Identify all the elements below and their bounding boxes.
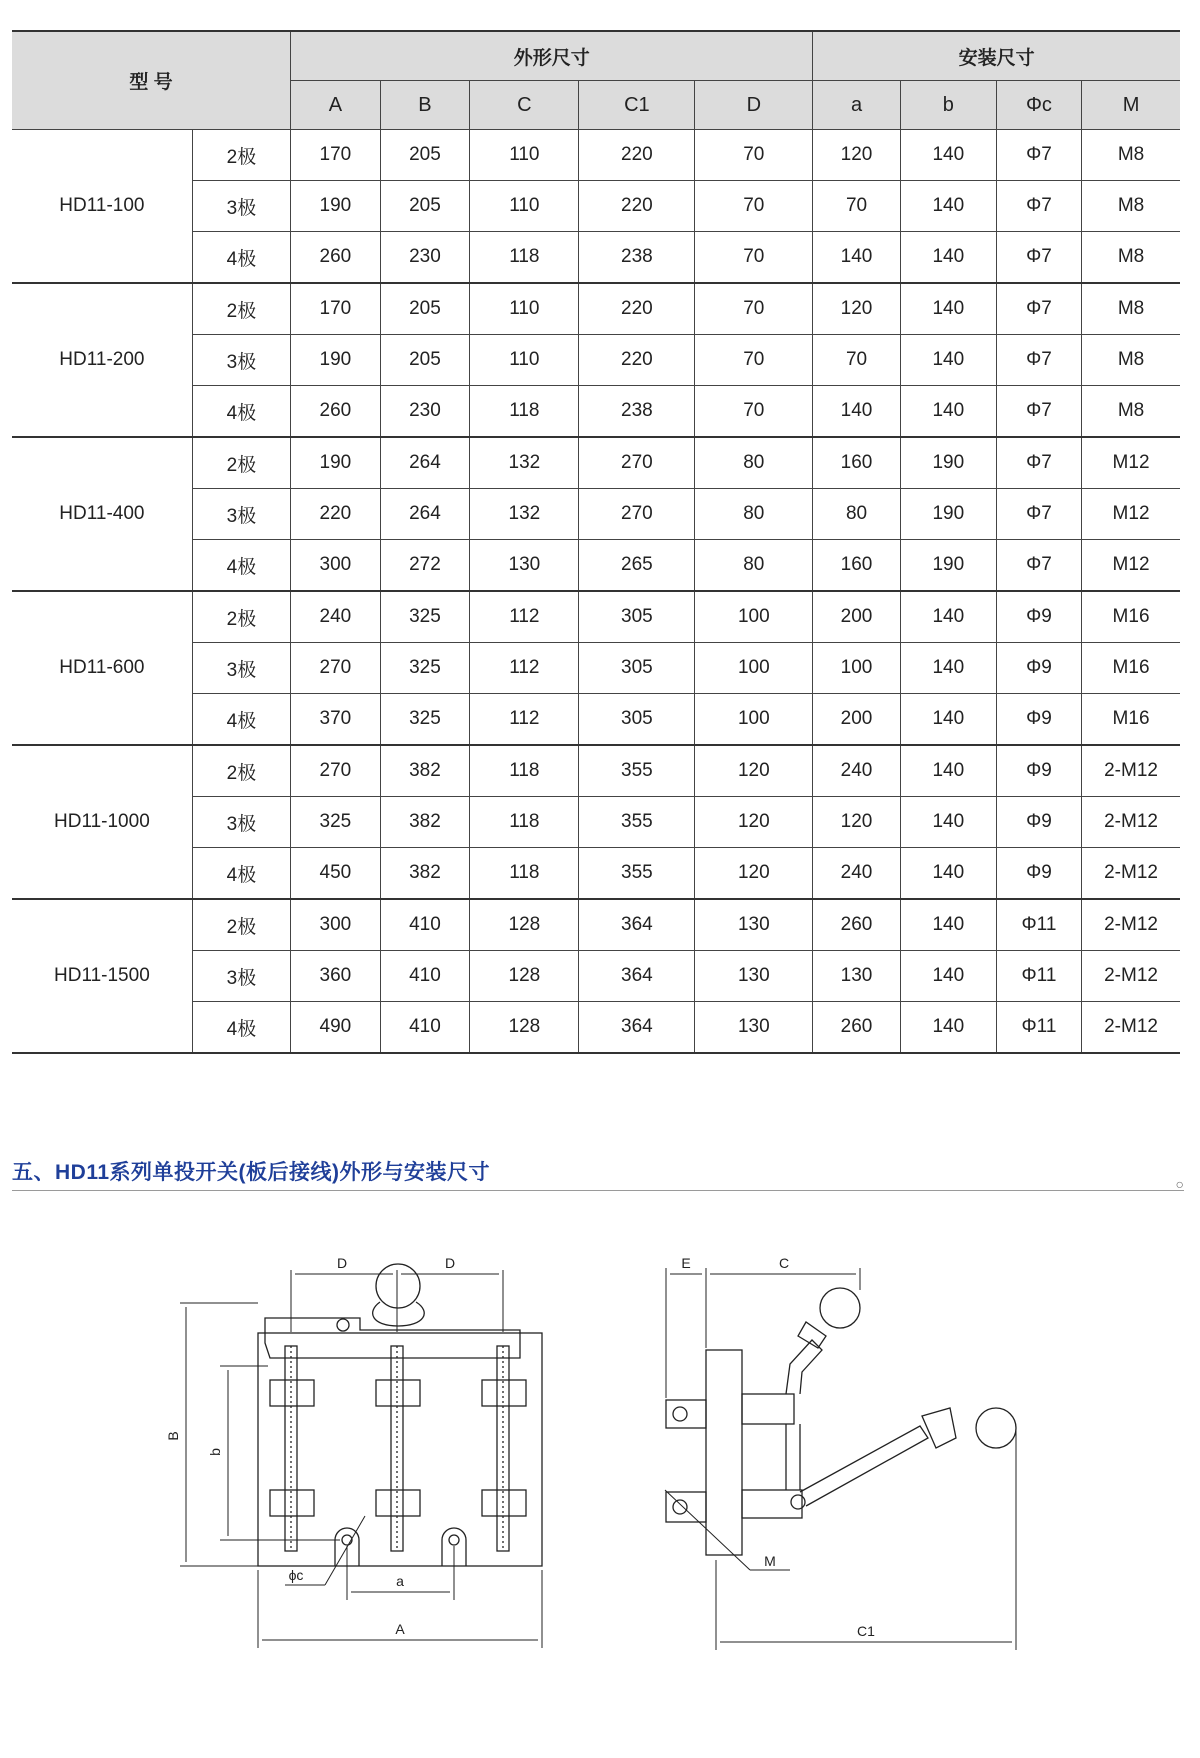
column-header: C1 (579, 81, 695, 130)
value-cell: 140 (900, 335, 996, 386)
value-cell: 110 (470, 335, 579, 386)
value-cell: 140 (900, 694, 996, 746)
circle-mark-icon: ○ (1175, 1176, 1184, 1192)
value-cell: 230 (380, 232, 470, 284)
value-cell: Φ11 (996, 899, 1081, 951)
value-cell: M16 (1082, 694, 1180, 746)
handle-collar-raised (798, 1322, 826, 1348)
value-cell: 70 (695, 232, 813, 284)
value-cell: 118 (470, 797, 579, 848)
pole-cell: 4极 (192, 848, 290, 900)
pole-cell: 4极 (192, 232, 290, 284)
table-row (12, 283, 1180, 335)
pivot-pin (337, 1319, 349, 1331)
value-cell: 364 (579, 1002, 695, 1054)
dimension-table (12, 30, 1180, 1054)
upper-contact (742, 1394, 794, 1424)
value-cell: 260 (291, 232, 381, 284)
value-cell: 238 (579, 386, 695, 438)
value-cell: 355 (579, 797, 695, 848)
pole-cell: 2极 (192, 283, 290, 335)
value-cell: Φ7 (996, 386, 1081, 438)
value-cell: Φ7 (996, 335, 1081, 386)
value-cell: 490 (291, 1002, 381, 1054)
value-cell: 240 (813, 745, 900, 797)
value-cell: 265 (579, 540, 695, 592)
value-cell: 112 (470, 694, 579, 746)
value-cell: 118 (470, 745, 579, 797)
pole-2 (376, 1346, 420, 1551)
value-cell: 80 (695, 540, 813, 592)
dim-label-C: C (778, 1255, 790, 1271)
value-cell: 70 (695, 335, 813, 386)
value-cell: M8 (1082, 335, 1180, 386)
handle-knob (376, 1264, 420, 1308)
column-header: M (1082, 81, 1180, 130)
value-cell: 70 (813, 181, 900, 232)
dim-label-B: B (165, 1431, 181, 1441)
value-cell: 410 (380, 1002, 470, 1054)
column-header: Φc (996, 81, 1081, 130)
value-cell: 205 (380, 181, 470, 232)
value-cell: 2-M12 (1082, 797, 1180, 848)
value-cell: 264 (380, 489, 470, 540)
value-cell: M8 (1082, 130, 1180, 181)
pole-cell: 2极 (192, 745, 290, 797)
value-cell: 364 (579, 951, 695, 1002)
value-cell: 220 (579, 130, 695, 181)
value-cell: 2-M12 (1082, 745, 1180, 797)
pole-cell: 2极 (192, 899, 290, 951)
value-cell: 70 (695, 386, 813, 438)
value-cell: 128 (470, 951, 579, 1002)
value-cell: 70 (695, 283, 813, 335)
value-cell: 260 (291, 386, 381, 438)
model-name-cell: HD11-1000 (12, 745, 192, 899)
value-cell: M8 (1082, 181, 1180, 232)
top-bar (265, 1318, 520, 1358)
value-cell: 270 (579, 437, 695, 489)
value-cell: 270 (291, 745, 381, 797)
base-plate (258, 1333, 542, 1566)
value-cell: 410 (380, 951, 470, 1002)
value-cell: 140 (900, 130, 996, 181)
pole-cell: 2极 (192, 437, 290, 489)
value-cell: Φ9 (996, 643, 1081, 694)
pole-cell: 3极 (192, 643, 290, 694)
value-cell: 305 (579, 643, 695, 694)
pole-cell: 2极 (192, 591, 290, 643)
value-cell: 140 (900, 848, 996, 900)
column-header: C (470, 81, 579, 130)
value-cell: Φ9 (996, 694, 1081, 746)
pole-cell: 4极 (192, 1002, 290, 1054)
pole-cell: 4极 (192, 694, 290, 746)
dim-label-M: M (764, 1553, 776, 1569)
upper-terminal-hole (673, 1407, 687, 1421)
handle-ball-raised (820, 1288, 860, 1328)
value-cell: 240 (291, 591, 381, 643)
value-cell: Φ7 (996, 283, 1081, 335)
value-cell: 80 (695, 489, 813, 540)
upper-terminal (666, 1400, 706, 1428)
value-cell: 70 (695, 181, 813, 232)
pole-cell: 3极 (192, 489, 290, 540)
front-view-drawing (180, 1264, 542, 1648)
section-title: 五、HD11系列单投开关(板后接线)外形与安装尺寸 (12, 1161, 491, 1184)
value-cell: 240 (813, 848, 900, 900)
value-cell: 132 (470, 437, 579, 489)
value-cell: 132 (470, 489, 579, 540)
value-cell: 160 (813, 437, 900, 489)
value-cell: M8 (1082, 386, 1180, 438)
value-cell: 140 (900, 745, 996, 797)
value-cell: 140 (900, 899, 996, 951)
value-cell: 100 (695, 643, 813, 694)
side-view-drawing (665, 1268, 1016, 1650)
value-cell: 272 (380, 540, 470, 592)
value-cell: 300 (291, 540, 381, 592)
value-cell: 80 (813, 489, 900, 540)
value-cell: 305 (579, 694, 695, 746)
value-cell: 70 (813, 335, 900, 386)
value-cell: Φ7 (996, 232, 1081, 284)
value-cell: 120 (813, 130, 900, 181)
value-cell: 2-M12 (1082, 951, 1180, 1002)
column-header: a (813, 81, 900, 130)
value-cell: M12 (1082, 489, 1180, 540)
value-cell: 270 (579, 489, 695, 540)
pole-cell: 3极 (192, 181, 290, 232)
value-cell: 220 (579, 335, 695, 386)
handle-collar-lowered (922, 1408, 956, 1448)
table-row (12, 437, 1180, 489)
value-cell: 170 (291, 130, 381, 181)
dim-label-A: A (395, 1621, 405, 1637)
value-cell: 120 (813, 797, 900, 848)
value-cell: 325 (291, 797, 381, 848)
value-cell: 382 (380, 745, 470, 797)
table-row (12, 899, 1180, 951)
value-cell: 140 (900, 643, 996, 694)
value-cell: 130 (470, 540, 579, 592)
value-cell: 140 (900, 797, 996, 848)
dim-label-C1: C1 (857, 1623, 875, 1639)
value-cell: Φ9 (996, 591, 1081, 643)
table-row (12, 745, 1180, 797)
value-cell: 128 (470, 899, 579, 951)
value-cell: 140 (900, 232, 996, 284)
value-cell: 80 (695, 437, 813, 489)
value-cell: M12 (1082, 437, 1180, 489)
value-cell: 325 (380, 591, 470, 643)
value-cell: 130 (695, 1002, 813, 1054)
value-cell: M8 (1082, 283, 1180, 335)
value-cell: 382 (380, 797, 470, 848)
pole-cell: 4极 (192, 386, 290, 438)
value-cell: 140 (900, 181, 996, 232)
dim-label-a: a (396, 1573, 404, 1589)
value-cell: 205 (380, 130, 470, 181)
value-cell: Φ7 (996, 540, 1081, 592)
mounting-plate (706, 1350, 742, 1555)
value-cell: 140 (900, 591, 996, 643)
value-cell: 200 (813, 694, 900, 746)
value-cell: 230 (380, 386, 470, 438)
value-cell: 110 (470, 130, 579, 181)
mount-hole-right (449, 1535, 459, 1545)
pole-cell: 4极 (192, 540, 290, 592)
value-cell: Φ11 (996, 951, 1081, 1002)
value-cell: 270 (291, 643, 381, 694)
value-cell: 190 (291, 335, 381, 386)
value-cell: 120 (695, 848, 813, 900)
table-header (12, 31, 1180, 130)
handle-stem-lowered (800, 1426, 928, 1506)
dim-label-E: E (681, 1255, 691, 1271)
value-cell: 220 (291, 489, 381, 540)
column-header: D (695, 81, 813, 130)
column-header: b (900, 81, 996, 130)
table-row (12, 591, 1180, 643)
value-cell: Φ7 (996, 489, 1081, 540)
table-row (12, 130, 1180, 181)
dim-label-phic: ϕc (288, 1567, 304, 1583)
value-cell: 120 (813, 283, 900, 335)
column-header: A (291, 81, 381, 130)
table-body (12, 130, 1180, 1054)
value-cell: 110 (470, 283, 579, 335)
value-cell: 100 (695, 591, 813, 643)
value-cell: 130 (813, 951, 900, 1002)
value-cell: 190 (291, 181, 381, 232)
value-cell: Φ9 (996, 848, 1081, 900)
value-cell: 140 (813, 386, 900, 438)
value-cell: 355 (579, 848, 695, 900)
value-cell: 70 (695, 130, 813, 181)
value-cell: 190 (291, 437, 381, 489)
value-cell: 260 (813, 899, 900, 951)
value-cell: 112 (470, 643, 579, 694)
model-name-cell: HD11-600 (12, 591, 192, 745)
pole-3 (482, 1346, 526, 1551)
value-cell: 220 (579, 283, 695, 335)
value-cell: 300 (291, 899, 381, 951)
value-cell: M16 (1082, 591, 1180, 643)
value-cell: Φ9 (996, 745, 1081, 797)
value-cell: 360 (291, 951, 381, 1002)
value-cell: 160 (813, 540, 900, 592)
value-cell: M16 (1082, 643, 1180, 694)
value-cell: 120 (695, 797, 813, 848)
install-dims-header: 安装尺寸 (813, 31, 1180, 81)
model-name-cell: HD11-200 (12, 283, 192, 437)
value-cell: 100 (813, 643, 900, 694)
value-cell: 410 (380, 899, 470, 951)
model-header: 型 号 (12, 31, 291, 130)
value-cell: Φ9 (996, 797, 1081, 848)
value-cell: 260 (813, 1002, 900, 1054)
value-cell: M12 (1082, 540, 1180, 592)
model-name-cell: HD11-100 (12, 130, 192, 284)
mount-hole-left (342, 1535, 352, 1545)
value-cell: 140 (900, 283, 996, 335)
value-cell: 200 (813, 591, 900, 643)
value-cell: 370 (291, 694, 381, 746)
pole-cell: 2极 (192, 130, 290, 181)
value-cell: Φ7 (996, 437, 1081, 489)
value-cell: 2-M12 (1082, 1002, 1180, 1054)
lower-terminal-hole (673, 1500, 687, 1514)
value-cell: 140 (813, 232, 900, 284)
value-cell: 100 (695, 694, 813, 746)
value-cell: 118 (470, 232, 579, 284)
lower-contact (742, 1490, 802, 1518)
value-cell: 220 (579, 181, 695, 232)
value-cell: 325 (380, 643, 470, 694)
value-cell: 140 (900, 386, 996, 438)
value-cell: 120 (695, 745, 813, 797)
dim-label-d-left: D (336, 1255, 348, 1271)
pole-cell: 3极 (192, 797, 290, 848)
value-cell: 364 (579, 899, 695, 951)
value-cell: 238 (579, 232, 695, 284)
dim-label-d-right: D (444, 1255, 456, 1271)
value-cell: 325 (380, 694, 470, 746)
value-cell: 118 (470, 848, 579, 900)
value-cell: 190 (900, 540, 996, 592)
value-cell: 382 (380, 848, 470, 900)
front-dimensions (180, 1270, 542, 1648)
outer-dims-header: 外形尺寸 (291, 31, 813, 81)
pole-1 (270, 1346, 314, 1551)
value-cell: 112 (470, 591, 579, 643)
column-header: B (380, 81, 470, 130)
value-cell: Φ7 (996, 181, 1081, 232)
pole-cell: 3极 (192, 951, 290, 1002)
value-cell: 190 (900, 437, 996, 489)
dim-label-b: b (207, 1448, 223, 1456)
section-heading (12, 1150, 1184, 1191)
value-cell: 130 (695, 899, 813, 951)
value-cell: Φ7 (996, 130, 1081, 181)
value-cell: 2-M12 (1082, 848, 1180, 900)
value-cell: 305 (579, 591, 695, 643)
pole-cell: 3极 (192, 335, 290, 386)
value-cell: 355 (579, 745, 695, 797)
value-cell: M8 (1082, 232, 1180, 284)
value-cell: 140 (900, 951, 996, 1002)
value-cell: 128 (470, 1002, 579, 1054)
model-name-cell: HD11-1500 (12, 899, 192, 1053)
handle-stem-raised (786, 1340, 822, 1394)
value-cell: 170 (291, 283, 381, 335)
value-cell: 205 (380, 283, 470, 335)
value-cell: 190 (900, 489, 996, 540)
blade-pivot (791, 1495, 805, 1509)
value-cell: Φ11 (996, 1002, 1081, 1054)
value-cell: 118 (470, 386, 579, 438)
value-cell: 264 (380, 437, 470, 489)
value-cell: 450 (291, 848, 381, 900)
handle-ball-lowered (976, 1408, 1016, 1448)
value-cell: 205 (380, 335, 470, 386)
technical-drawings (0, 1240, 1200, 1740)
handle-neck (373, 1302, 425, 1326)
value-cell: 140 (900, 1002, 996, 1054)
value-cell: 2-M12 (1082, 899, 1180, 951)
side-dimensions (665, 1268, 1016, 1650)
value-cell: 110 (470, 181, 579, 232)
value-cell: 130 (695, 951, 813, 1002)
model-name-cell: HD11-400 (12, 437, 192, 591)
